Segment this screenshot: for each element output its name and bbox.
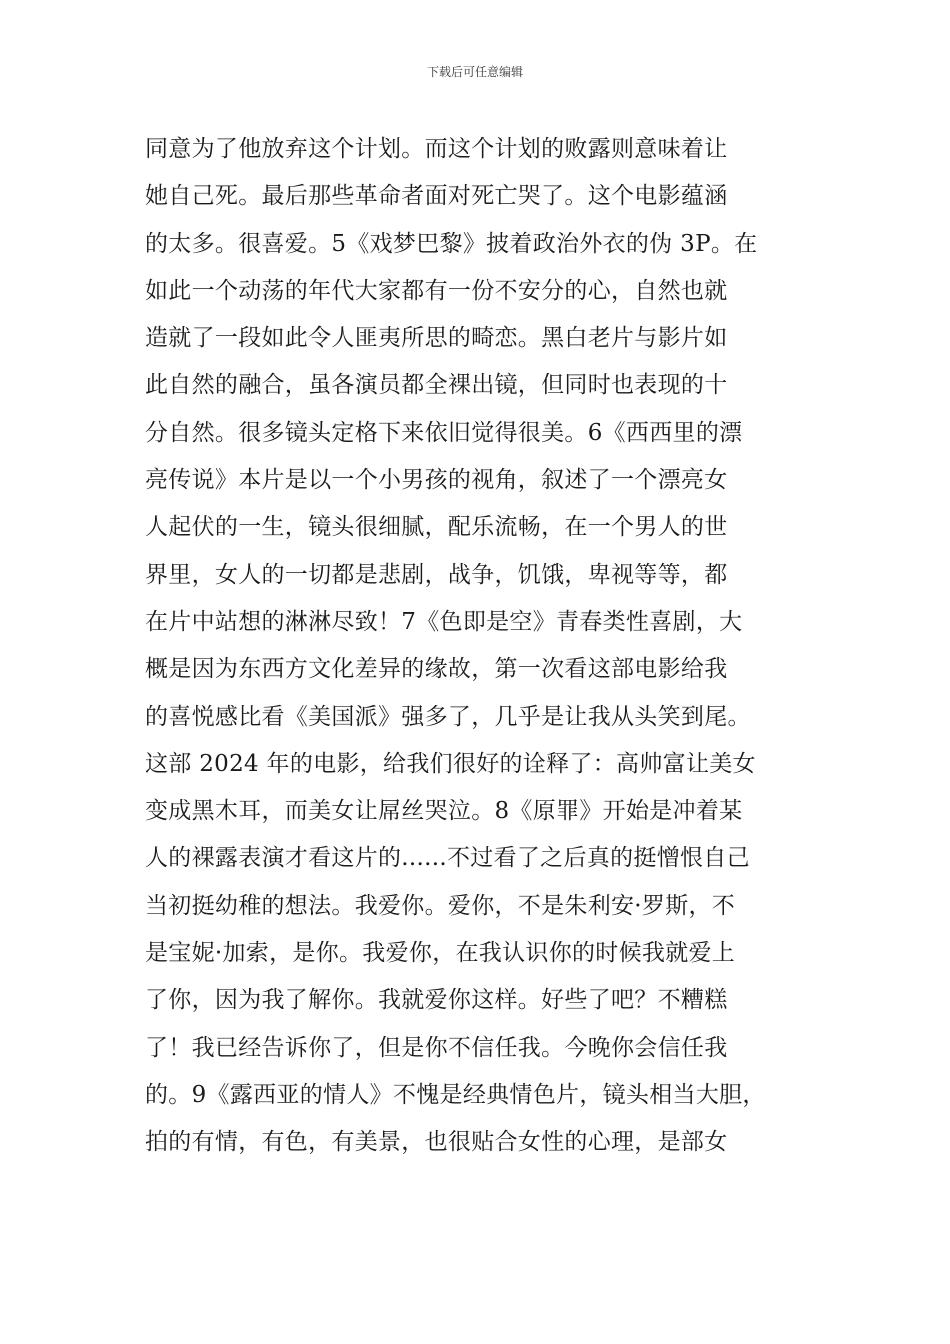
text-line: 了你，因为我了解你。我就爱你这样。好些了吧？不糟糕 (145, 987, 728, 1014)
text-line: 了！我已经告诉你了，但是你不信任我。今晚你会信任我 (145, 1034, 728, 1061)
page-header: 下载后可任意编辑 (426, 65, 523, 79)
text-line: 同意为了他放弃这个计划。而这个计划的败露则意味着让 (145, 136, 728, 162)
text-line: 人的裸露表演才看这片的......不过看了之后真的挺憎恨自己 (145, 845, 750, 872)
text-line: 界里，女人的一切都是悲剧，战争，饥饿，卑视等等，都 (145, 561, 728, 588)
text-line: 的太多。很喜爱。5《戏梦巴黎》披着政治外衣的伪 3P。在 (145, 230, 758, 257)
body-text (145, 126, 825, 1167)
text-line: 当初挺幼稚的想法。我爱你。爱你，不是朱利安·罗斯，不 (145, 892, 736, 919)
text-line: 造就了一段如此令人匪夷所思的畸恋。黑白老片与影片如 (145, 325, 728, 352)
text-line: 亮传说》本片是以一个小男孩的视角，叙述了一个漂亮女 (145, 467, 728, 494)
text-line: 分自然。很多镜头定格下来依旧觉得很美。6《西西里的漂 (145, 419, 743, 446)
text-line: 拍的有情，有色，有美景，也很贴合女性的心理，是部女 (145, 1129, 728, 1156)
text-line: 在片中站想的淋淋尽致！7《色即是空》青春类性喜剧，大 (145, 608, 743, 635)
text-line: 这部 2024 年的电影，给我们很好的诠释了：高帅富让美女 (145, 750, 756, 777)
text-line: 此自然的融合，虽各演员都全裸出镜，但同时也表现的十 (145, 372, 728, 399)
text-line: 的。9《露西亚的情人》不愧是经典情色片，镜头相当大胆， (145, 1081, 766, 1108)
text-line: 人起伏的一生，镜头很细腻，配乐流畅，在一个男人的世 (145, 514, 728, 541)
text-line: 概是因为东西方文化差异的缘故，第一次看这部电影给我 (145, 656, 728, 683)
text-line: 是宝妮·加索，是你。我爱你，在我认识你的时候我就爱上 (145, 940, 736, 967)
text-line: 她自己死。最后那些革命者面对死亡哭了。这个电影蕴涵 (145, 183, 728, 210)
text-line: 如此一个动荡的年代大家都有一份不安分的心，自然也就 (145, 277, 728, 304)
text-line: 的喜悦感比看《美国派》强多了，几乎是让我从头笑到尾。 (145, 703, 751, 730)
text-line: 变成黑木耳，而美女让屌丝哭泣。8《原罪》开始是冲着某 (145, 798, 743, 825)
